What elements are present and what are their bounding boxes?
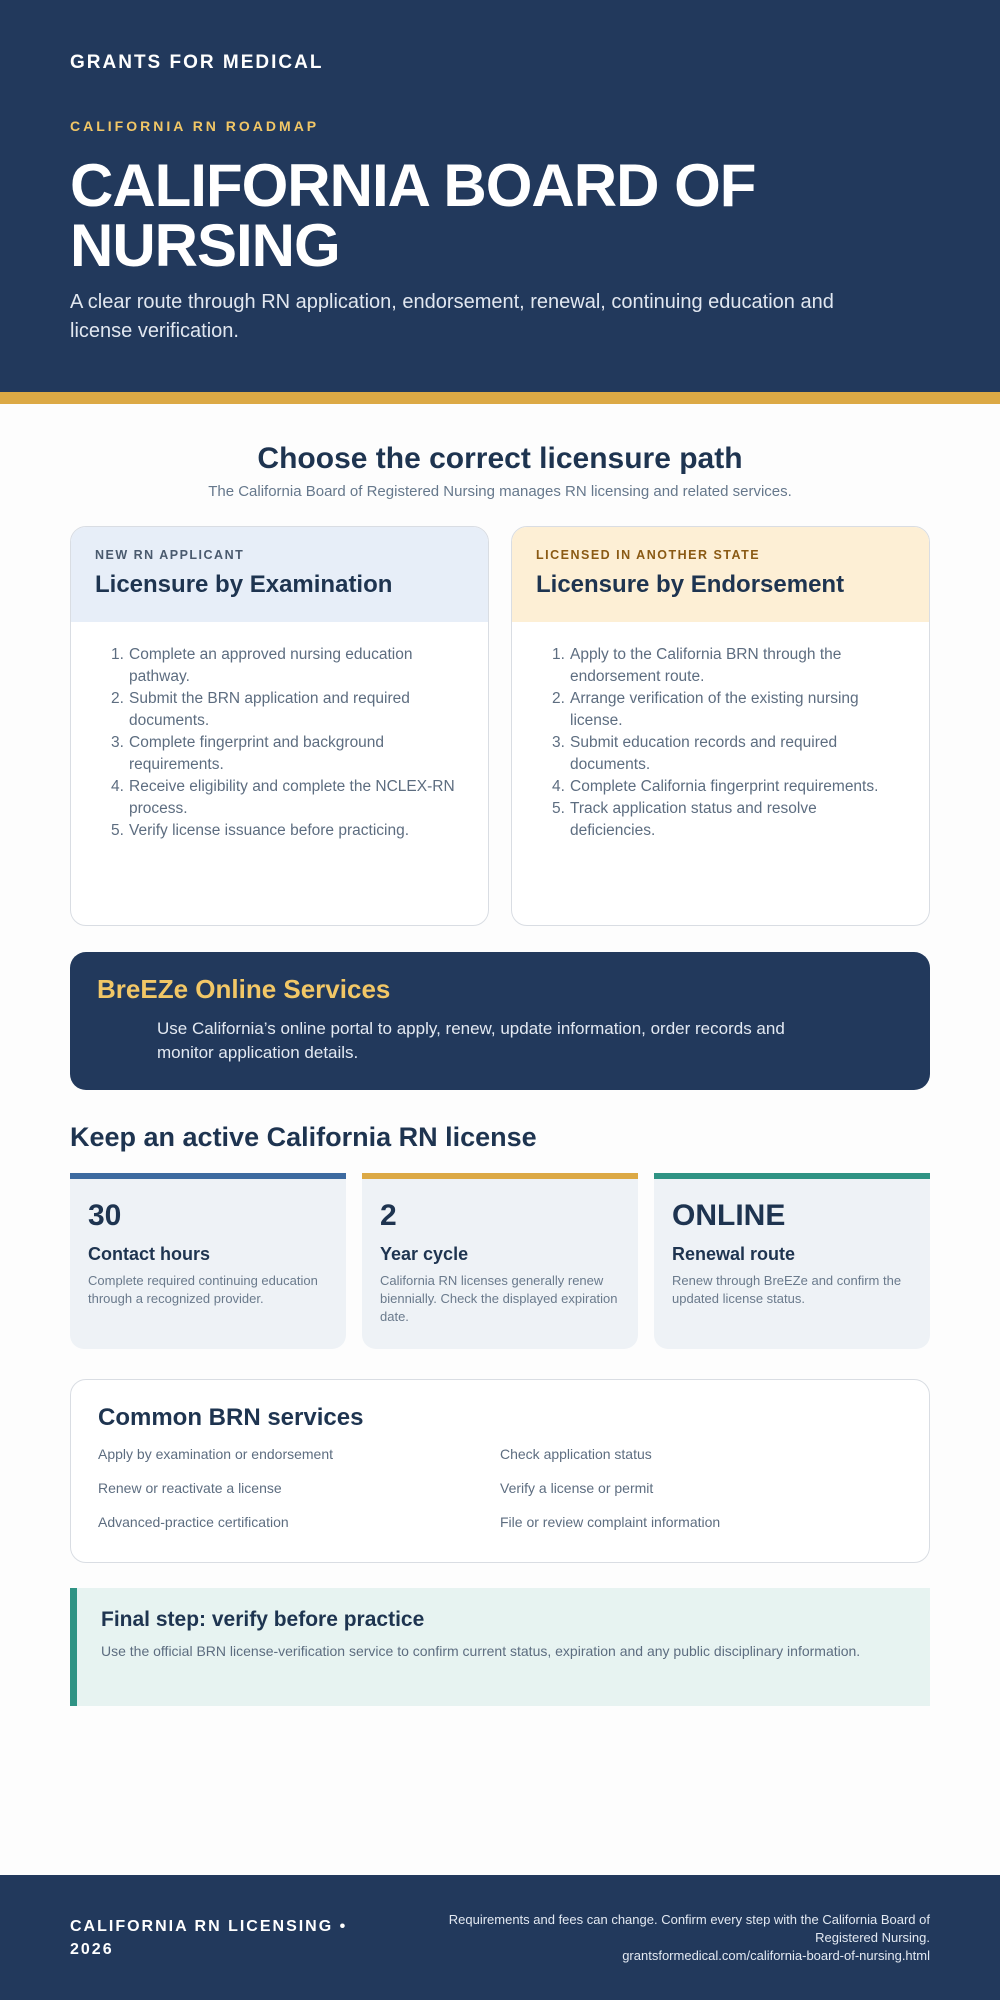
step-item: 3. Submit education records and required documents. xyxy=(552,734,838,773)
service-item[interactable]: Verify a license or permit xyxy=(500,1480,654,1496)
page-footer xyxy=(0,1875,1000,2000)
step-item: 5. Verify license issuance before practicing. xyxy=(111,822,410,839)
path-tag: NEW RN APPLICANT xyxy=(95,548,245,562)
breeze-text: Use California’s online portal to apply, renew, update information, order records and monitor application details. xyxy=(157,1019,785,1062)
path-tag: LICENSED IN ANOTHER STATE xyxy=(536,548,761,562)
accent-divider xyxy=(0,392,1000,404)
stat-description: Renew through BreEZe and confirm the updated license status. xyxy=(672,1273,902,1306)
service-item[interactable]: Check application status xyxy=(500,1446,652,1462)
licensure-paths xyxy=(70,526,930,926)
step-item: 2. Submit the BRN application and required documents. xyxy=(111,690,410,729)
final-step-title: Final step: verify before practice xyxy=(101,1608,425,1631)
footer-notice xyxy=(400,1911,930,1965)
step-item: 4. Receive eligibility and complete the NCLEX-RN process. xyxy=(111,778,455,817)
step-item: 1. Complete an approved nursing education pathway. xyxy=(111,646,413,685)
stat-value: ONLINE xyxy=(672,1199,786,1232)
stat-label: Contact hours xyxy=(88,1244,211,1264)
page-subtitle: A clear route through RN application, endorsement, renewal, continuing education and license verification. xyxy=(70,291,834,342)
stat-card-contact-hours xyxy=(70,1173,346,1349)
hero-header xyxy=(0,0,1000,392)
paths-section-subtitle: The California Board of Registered Nursing manages RN licensing and related services. xyxy=(208,483,792,500)
footer-brand: CALIFORNIA RN LICENSING • 2026 xyxy=(70,1917,348,1958)
services-title: Common BRN services xyxy=(98,1404,364,1431)
footer-url[interactable]: grantsformedical.com/california-board-of-nursing.html xyxy=(622,1947,930,1963)
stat-label: Renewal route xyxy=(672,1244,796,1264)
breeze-panel[interactable] xyxy=(70,952,930,1090)
site-brand[interactable]: GRANTS FOR MEDICAL xyxy=(70,52,324,73)
service-item[interactable]: Apply by examination or endorsement xyxy=(98,1446,334,1462)
step-item: 4. Complete California fingerprint requirements. xyxy=(552,778,879,795)
breeze-title: BreEZe Online Services xyxy=(97,974,391,1004)
service-item[interactable]: Advanced-practice certification xyxy=(98,1514,289,1530)
stat-description: California RN licenses generally renew biennially. Check the displayed expiration date. xyxy=(380,1273,618,1324)
final-step-callout xyxy=(70,1588,930,1706)
stat-value: 30 xyxy=(88,1199,122,1232)
steps-list xyxy=(512,622,929,842)
step-item: 1. Apply to the California BRN through the endorsement route. xyxy=(552,646,842,685)
path-card-examination xyxy=(70,526,489,926)
services-list xyxy=(98,1446,902,1530)
paths-section-title: Choose the correct licensure path xyxy=(257,442,743,475)
path-title: Licensure by Examination xyxy=(95,571,393,598)
footer-disclaimer: Requirements and fees can change. Confirm every step with the California Board of Registered Nursing. xyxy=(448,1911,930,1945)
stat-label: Year cycle xyxy=(380,1244,469,1264)
stat-card-year-cycle xyxy=(362,1173,638,1349)
path-card-header xyxy=(512,527,929,622)
services-panel xyxy=(70,1379,930,1563)
path-title: Licensure by Endorsement xyxy=(536,571,845,598)
step-item: 3. Complete fingerprint and background requirements. xyxy=(111,734,385,773)
stat-cards xyxy=(70,1173,930,1349)
step-item: 2. Arrange verification of the existing nursing license. xyxy=(552,690,859,729)
stat-description: Complete required continuing education through a recognized provider. xyxy=(88,1273,318,1306)
path-card-header xyxy=(71,527,488,622)
page-title: CALIFORNIA BOARD OF NURSING xyxy=(70,152,756,279)
paths-section-header xyxy=(0,442,1000,500)
stat-value: 2 xyxy=(380,1199,397,1232)
service-item[interactable]: File or review complaint information xyxy=(500,1514,721,1530)
service-item[interactable]: Renew or reactivate a license xyxy=(98,1480,282,1496)
steps-list xyxy=(71,622,488,842)
stat-card-renewal-route xyxy=(654,1173,930,1349)
eyebrow-label: CALIFORNIA RN ROADMAP xyxy=(70,118,320,134)
keep-active-title: Keep an active California RN license xyxy=(70,1122,537,1152)
path-card-endorsement xyxy=(511,526,930,926)
final-step-text: Use the official BRN license-verification service to confirm current status, expiration and any public disciplinary information. xyxy=(101,1643,861,1659)
step-item: 5. Track application status and resolve deficiencies. xyxy=(552,800,817,839)
